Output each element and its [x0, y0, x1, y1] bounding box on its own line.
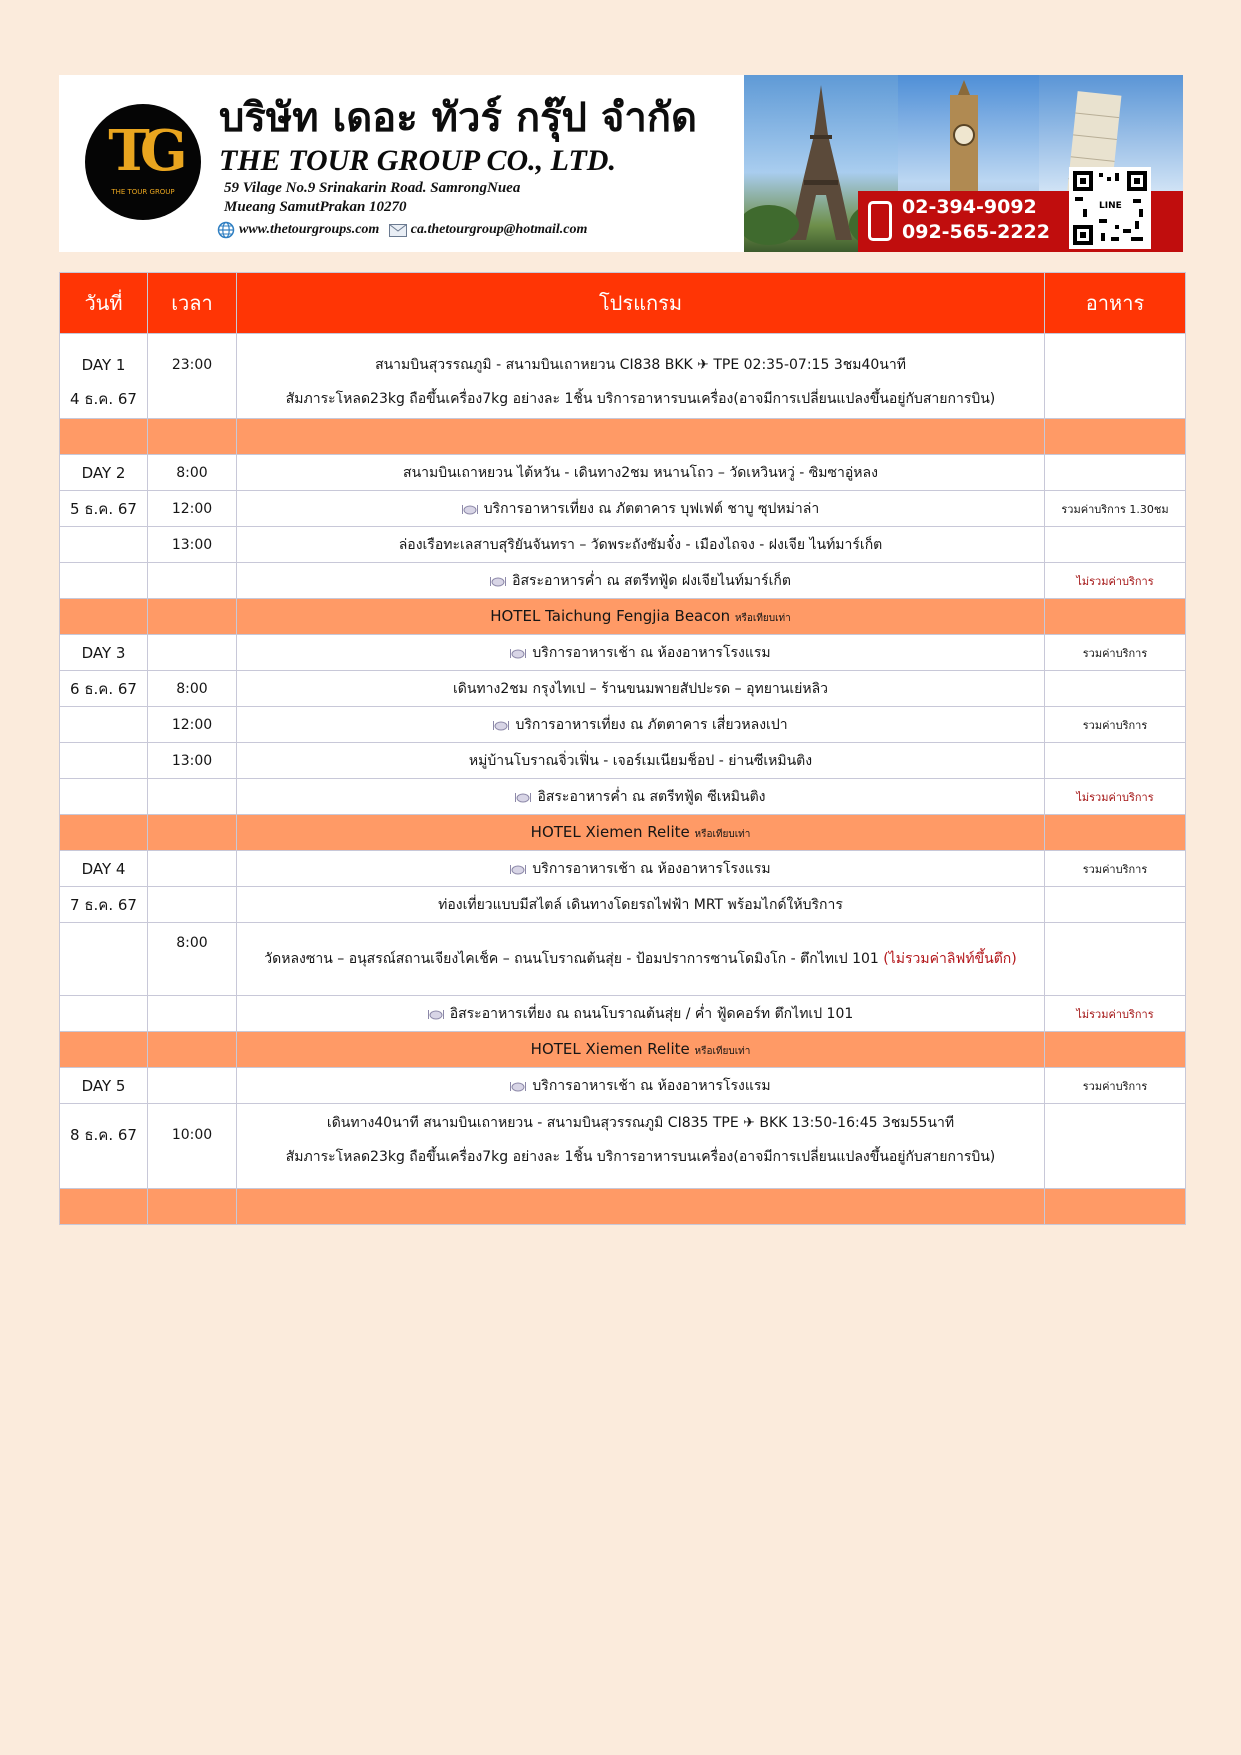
hotel-row [60, 1032, 1186, 1068]
program-text: อิสระอาหารเที่ยง ณ ถนนโบราณต้นสุ่ย / ค่ำ ฟู้ดคอร์ท ตึกไทเป 101 [449, 1005, 854, 1022]
table-row [60, 923, 1186, 996]
program-cell: สนามบินเถาหยวน ไต้หวัน - เดินทาง2ชม หนานโถว – วัดเหวินหวู่ - ซิมซาอู่หลง [237, 455, 1045, 491]
day-label: DAY 3 [60, 635, 148, 671]
table-row [60, 334, 1186, 419]
program-cell [237, 1068, 1045, 1104]
flight-info: เดินทาง40นาที สนามบินเถาหยวน - สนามบินสุวรรณภูมิ CI835 TPE ✈ BKK 13:50-16:45 3ชม55นาที [326, 1115, 955, 1131]
baggage-info: สัมภาระโหลด23kg ถือขึ้นเครื่อง7kg อย่างละ 1ชิ้น บริการอาหารบนเครื่อง(อาจมีการเปลี่ยนแปลงขึ้นอยู่กับสายการบิน) [285, 1149, 996, 1165]
hotel-suffix: หรือเทียบเท่า [694, 1046, 751, 1057]
col-header-meal: อาหาร [1045, 273, 1186, 334]
globe-icon [217, 221, 235, 239]
meal-cell [1045, 527, 1186, 563]
hotel-suffix: หรือเทียบเท่า [694, 829, 751, 840]
program-cell [237, 491, 1045, 527]
day-cell [60, 334, 148, 419]
separator-row [60, 419, 1186, 455]
program-text: อิสระอาหารค่ำ ณ สตรีทฟู้ด ฝงเจียไนท์มาร์เก็ต [512, 572, 791, 589]
meal-cell: รวมค่าบริการ [1045, 707, 1186, 743]
meal-cell: ไม่รวมค่าบริการ [1045, 563, 1186, 599]
day-label: DAY 5 [60, 1068, 148, 1104]
date-label: 8 ธ.ค. 67 [60, 1104, 148, 1189]
program-text: วัดหลงซาน – อนุสรณ์สถานเจียงไคเช็ค – ถนนโบราณต้นสุ่ย - ป้อมปราการซานโดมิงโก - ตึกไทเป 101 [264, 951, 879, 967]
col-header-day: วันที่ [60, 273, 148, 334]
program-cell [237, 1104, 1045, 1189]
col-header-time: เวลา [148, 273, 237, 334]
program-cell [237, 563, 1045, 599]
line-qr-code[interactable] [1069, 167, 1151, 249]
qr-label: LINE [1099, 201, 1122, 211]
day-label: DAY 4 [60, 851, 148, 887]
meal-cell: รวมค่าบริการ [1045, 1068, 1186, 1104]
meal-cell [1045, 743, 1186, 779]
hotel-name: HOTEL Xiemen Relite [530, 823, 690, 841]
table-row [60, 743, 1186, 779]
phone-number-2[interactable]: 092-565-2222 [902, 221, 1050, 243]
separator-row [60, 1189, 1186, 1225]
hotel-name: HOTEL Taichung Fengjia Beacon [490, 607, 731, 625]
meal-cell [1045, 887, 1186, 923]
program-cell [237, 635, 1045, 671]
program-cell [237, 851, 1045, 887]
hotel-row [60, 815, 1186, 851]
time-cell: 13:00 [148, 743, 237, 779]
dish-icon [428, 1008, 444, 1020]
program-cell: เดินทาง2ชม กรุงไทเป – ร้านขนมพายสัปปะรด – อุทยานเย่หลิว [237, 671, 1045, 707]
landmark-photos [744, 75, 1183, 252]
company-name-english: THE TOUR GROUP CO., LTD. [219, 144, 616, 177]
meal-cell: รวมค่าบริการ [1045, 851, 1186, 887]
hotel-name: HOTEL Xiemen Relite [530, 1040, 690, 1058]
table-row [60, 635, 1186, 671]
time-cell: 8:00 [148, 923, 237, 996]
time-cell: 10:00 [148, 1104, 237, 1189]
table-row [60, 491, 1186, 527]
program-text: บริการอาหารเที่ยง ณ ภัตตาคาร เสี่ยวหลงเปา [515, 716, 788, 733]
time-cell: 13:00 [148, 527, 237, 563]
table-row [60, 851, 1186, 887]
dish-icon [510, 863, 526, 875]
hotel-cell [237, 599, 1045, 635]
meal-cell: รวมค่าบริการ [1045, 635, 1186, 671]
hotel-cell [237, 815, 1045, 851]
meal-cell: ไม่รวมค่าบริการ [1045, 996, 1186, 1032]
mail-icon [389, 224, 407, 237]
date-label: 5 ธ.ค. 67 [60, 491, 148, 527]
dish-icon [510, 1080, 526, 1092]
time-cell: 23:00 [148, 334, 237, 419]
table-row [60, 1104, 1186, 1189]
phone-icon [868, 201, 892, 241]
time-cell: 8:00 [148, 455, 237, 491]
meal-cell: ไม่รวมค่าบริการ [1045, 779, 1186, 815]
program-cell [237, 779, 1045, 815]
program-cell: ท่องเที่ยวแบบมีสไตล์ เดินทางโดยรถไฟฟ้า MRT พร้อมไกด์ให้บริการ [237, 887, 1045, 923]
meal-cell [1045, 1104, 1186, 1189]
itinerary-table [59, 272, 1186, 1225]
program-cell [237, 707, 1045, 743]
table-row [60, 779, 1186, 815]
date-label: 6 ธ.ค. 67 [60, 671, 148, 707]
table-row [60, 996, 1186, 1032]
program-cell: ล่องเรือทะเลสาบสุริยันจันทรา – วัดพระถังซัมจั๋ง - เมืองไถจง - ฝงเจีย ไนท์มาร์เก็ต [237, 527, 1045, 563]
meal-cell: รวมค่าบริการ 1.30ชม [1045, 491, 1186, 527]
table-header-row [60, 273, 1186, 334]
phone-number-1[interactable]: 02-394-9092 [902, 196, 1037, 218]
meal-cell [1045, 455, 1186, 491]
company-banner [59, 75, 1183, 252]
dish-icon [490, 575, 506, 587]
meal-cell [1045, 923, 1186, 996]
dish-icon [462, 503, 478, 515]
table-row [60, 671, 1186, 707]
program-cell: หมู่บ้านโบราณจิ่วเฟิ่น - เจอร์เมเนียมช็อป - ย่านซีเหมินติง [237, 743, 1045, 779]
company-logo [85, 104, 201, 220]
dish-icon [515, 791, 531, 803]
day-label: DAY 1 [81, 356, 126, 374]
meal-cell [1045, 334, 1186, 419]
dish-icon [493, 719, 509, 731]
time-cell: 12:00 [148, 491, 237, 527]
table-row [60, 455, 1186, 491]
company-name-thai: บริษัท เดอะ ทัวร์ กรุ๊ป จำกัด [219, 95, 697, 141]
email-link[interactable]: ca.thetourgroup@hotmail.com [410, 222, 588, 237]
day-label: DAY 2 [60, 455, 148, 491]
table-row [60, 527, 1186, 563]
address-line-2: Mueang SamutPrakan 10270 [224, 199, 407, 215]
program-text: บริการอาหารเช้า ณ ห้องอาหารโรงแรม [532, 644, 771, 661]
logo-subtext: THE TOUR GROUP [111, 188, 175, 196]
meal-cell [1045, 671, 1186, 707]
hotel-row [60, 599, 1186, 635]
program-cell [237, 334, 1045, 419]
address-line-1: 59 Vilage No.9 Srinakarin Road. SamrongNuea [224, 180, 521, 196]
time-cell: 12:00 [148, 707, 237, 743]
website-link[interactable]: www.thetourgroups.com [239, 222, 380, 237]
flight-info: สนามบินสุวรรณภูมิ - สนามบินเถาหยวน CI838 BKK ✈ TPE 02:35-07:15 3ชม40นาที [375, 357, 906, 373]
hotel-suffix: หรือเทียบเท่า [734, 613, 791, 624]
program-cell [237, 923, 1045, 996]
col-header-program: โปรแกรม [237, 273, 1045, 334]
time-cell: 8:00 [148, 671, 237, 707]
program-text: บริการอาหารเช้า ณ ห้องอาหารโรงแรม [532, 1077, 771, 1094]
program-text: อิสระอาหารค่ำ ณ สตรีทฟู้ด ซีเหมินติง [537, 788, 766, 805]
dish-icon [510, 647, 526, 659]
baggage-info: สัมภาระโหลด23kg ถือขึ้นเครื่อง7kg อย่างละ 1ชิ้น บริการอาหารบนเครื่อง(อาจมีการเปลี่ยนแปลงขึ้นอยู่กับสายการบิน) [285, 391, 996, 407]
hotel-cell [237, 1032, 1045, 1068]
date-label: 4 ธ.ค. 67 [70, 390, 137, 408]
program-text: บริการอาหารเที่ยง ณ ภัตตาคาร บุฟเฟต์ ชาบู ซุปหม่าล่า [483, 500, 820, 517]
table-row [60, 563, 1186, 599]
logo-monogram: TG [108, 118, 178, 184]
date-label: 7 ธ.ค. 67 [60, 887, 148, 923]
program-cell [237, 996, 1045, 1032]
table-row [60, 707, 1186, 743]
contact-line [217, 221, 587, 241]
table-row [60, 1068, 1186, 1104]
program-note: (ไม่รวมค่าลิฟท์ขึ้นตึก) [883, 951, 1017, 967]
table-row [60, 887, 1186, 923]
program-text: บริการอาหารเช้า ณ ห้องอาหารโรงแรม [532, 860, 771, 877]
